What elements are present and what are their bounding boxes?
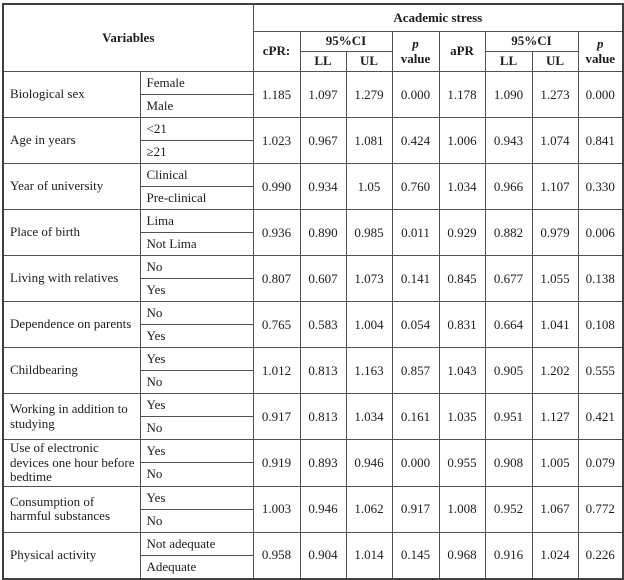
table-body bbox=[3, 72, 623, 579]
variable-name-cell: Consumption of harmful substances bbox=[3, 486, 140, 532]
value-cell: 0.946 bbox=[346, 440, 392, 487]
value-cell: 0.813 bbox=[300, 394, 346, 440]
value-cell: 1.003 bbox=[253, 486, 300, 532]
category-cell: Lima bbox=[140, 210, 253, 233]
value-cell: 0.936 bbox=[253, 210, 300, 256]
table-row bbox=[3, 440, 623, 463]
value-cell: 1.041 bbox=[532, 302, 578, 348]
variables-header: Variables bbox=[3, 4, 253, 72]
value-cell: 0.161 bbox=[392, 394, 439, 440]
value-cell: 1.006 bbox=[439, 118, 485, 164]
value-cell: 1.097 bbox=[300, 72, 346, 118]
value-cell: 0.890 bbox=[300, 210, 346, 256]
category-cell: No bbox=[140, 417, 253, 440]
variable-name-cell: Use of electronic devices one hour before bedtime bbox=[3, 440, 140, 487]
value-cell: 1.202 bbox=[532, 348, 578, 394]
value-cell: 0.424 bbox=[392, 118, 439, 164]
value-cell: 0.985 bbox=[346, 210, 392, 256]
value-cell: 0.904 bbox=[300, 532, 346, 579]
academic-stress-table bbox=[2, 3, 624, 580]
value-cell: 0.919 bbox=[253, 440, 300, 487]
value-cell: 1.163 bbox=[346, 348, 392, 394]
category-cell: Yes bbox=[140, 348, 253, 371]
variable-name-cell: Living with relatives bbox=[3, 256, 140, 302]
value-cell: 0.946 bbox=[300, 486, 346, 532]
value-cell: 1.062 bbox=[346, 486, 392, 532]
value-cell: 1.279 bbox=[346, 72, 392, 118]
value-cell: 0.807 bbox=[253, 256, 300, 302]
value-cell: 0.966 bbox=[485, 164, 532, 210]
value-cell: 0.893 bbox=[300, 440, 346, 487]
col-header-ci-adjusted: 95%CI bbox=[485, 32, 578, 52]
variable-name-cell: Physical activity bbox=[3, 532, 140, 579]
col-header-pvalue-adjusted bbox=[578, 32, 623, 72]
value-cell: 1.081 bbox=[346, 118, 392, 164]
table-row bbox=[3, 256, 623, 279]
category-cell: ≥21 bbox=[140, 141, 253, 164]
category-cell: Yes bbox=[140, 486, 253, 509]
category-cell: No bbox=[140, 302, 253, 325]
variable-name-cell: Childbearing bbox=[3, 348, 140, 394]
table-row bbox=[3, 486, 623, 509]
category-cell: Male bbox=[140, 95, 253, 118]
col-header-ll-crude: LL bbox=[300, 52, 346, 72]
category-cell: Yes bbox=[140, 440, 253, 463]
value-cell: 1.014 bbox=[346, 532, 392, 579]
category-cell: Clinical bbox=[140, 164, 253, 187]
category-cell: Yes bbox=[140, 325, 253, 348]
value-cell: 0.979 bbox=[532, 210, 578, 256]
value-cell: 1.043 bbox=[439, 348, 485, 394]
value-cell: 1.035 bbox=[439, 394, 485, 440]
value-cell: 1.055 bbox=[532, 256, 578, 302]
value-cell: 0.000 bbox=[392, 72, 439, 118]
category-cell: Not Lima bbox=[140, 233, 253, 256]
variable-name-cell: Working in addition to studying bbox=[3, 394, 140, 440]
value-cell: 0.905 bbox=[485, 348, 532, 394]
table-row bbox=[3, 210, 623, 233]
value-cell: 0.000 bbox=[578, 72, 623, 118]
value-cell: 0.943 bbox=[485, 118, 532, 164]
col-header-ul-adjusted: UL bbox=[532, 52, 578, 72]
p-symbol-crude: p bbox=[412, 35, 419, 51]
table-row bbox=[3, 164, 623, 187]
value-cell: 0.421 bbox=[578, 394, 623, 440]
value-cell: 1.008 bbox=[439, 486, 485, 532]
value-cell: 1.107 bbox=[532, 164, 578, 210]
value-cell: 0.141 bbox=[392, 256, 439, 302]
value-cell: 0.772 bbox=[578, 486, 623, 532]
col-header-apr: aPR bbox=[439, 32, 485, 72]
p-word-adjusted: value bbox=[585, 50, 616, 66]
value-cell: 0.138 bbox=[578, 256, 623, 302]
value-cell: 0.857 bbox=[392, 348, 439, 394]
table-header bbox=[3, 4, 623, 72]
value-cell: 0.934 bbox=[300, 164, 346, 210]
value-cell: 1.178 bbox=[439, 72, 485, 118]
value-cell: 0.011 bbox=[392, 210, 439, 256]
value-cell: 1.067 bbox=[532, 486, 578, 532]
value-cell: 1.012 bbox=[253, 348, 300, 394]
table-row bbox=[3, 348, 623, 371]
value-cell: 0.226 bbox=[578, 532, 623, 579]
value-cell: 0.882 bbox=[485, 210, 532, 256]
value-cell: 1.074 bbox=[532, 118, 578, 164]
col-header-ci-crude: 95%CI bbox=[300, 32, 392, 52]
value-cell: 0.607 bbox=[300, 256, 346, 302]
category-cell: No bbox=[140, 509, 253, 532]
value-cell: 0.951 bbox=[485, 394, 532, 440]
col-header-pvalue-crude bbox=[392, 32, 439, 72]
category-cell: No bbox=[140, 463, 253, 486]
value-cell: 0.952 bbox=[485, 486, 532, 532]
category-cell: No bbox=[140, 371, 253, 394]
value-cell: 1.273 bbox=[532, 72, 578, 118]
value-cell: 0.000 bbox=[392, 440, 439, 487]
category-cell: Yes bbox=[140, 279, 253, 302]
value-cell: 0.583 bbox=[300, 302, 346, 348]
value-cell: 0.908 bbox=[485, 440, 532, 487]
col-header-cpr: cPR: bbox=[253, 32, 300, 72]
value-cell: 0.955 bbox=[439, 440, 485, 487]
variable-name-cell: Dependence on parents bbox=[3, 302, 140, 348]
value-cell: 1.05 bbox=[346, 164, 392, 210]
value-cell: 0.968 bbox=[439, 532, 485, 579]
value-cell: 0.555 bbox=[578, 348, 623, 394]
value-cell: 0.841 bbox=[578, 118, 623, 164]
value-cell: 0.760 bbox=[392, 164, 439, 210]
value-cell: 0.990 bbox=[253, 164, 300, 210]
value-cell: 0.958 bbox=[253, 532, 300, 579]
value-cell: 1.034 bbox=[439, 164, 485, 210]
variable-name-cell: Place of birth bbox=[3, 210, 140, 256]
value-cell: 1.127 bbox=[532, 394, 578, 440]
category-cell: Adequate bbox=[140, 555, 253, 579]
col-header-ul-crude: UL bbox=[346, 52, 392, 72]
category-cell: <21 bbox=[140, 118, 253, 141]
value-cell: 0.917 bbox=[392, 486, 439, 532]
value-cell: 0.916 bbox=[485, 532, 532, 579]
p-word-crude: value bbox=[400, 50, 431, 66]
value-cell: 0.813 bbox=[300, 348, 346, 394]
value-cell: 0.831 bbox=[439, 302, 485, 348]
value-cell: 0.677 bbox=[485, 256, 532, 302]
col-header-ll-adjusted: LL bbox=[485, 52, 532, 72]
value-cell: 0.917 bbox=[253, 394, 300, 440]
table-row bbox=[3, 72, 623, 95]
value-cell: 0.006 bbox=[578, 210, 623, 256]
value-cell: 1.034 bbox=[346, 394, 392, 440]
category-cell: Pre-clinical bbox=[140, 187, 253, 210]
category-cell: Not adequate bbox=[140, 532, 253, 555]
value-cell: 1.004 bbox=[346, 302, 392, 348]
table-row bbox=[3, 118, 623, 141]
value-cell: 1.005 bbox=[532, 440, 578, 487]
value-cell: 1.090 bbox=[485, 72, 532, 118]
category-cell: No bbox=[140, 256, 253, 279]
table-row bbox=[3, 302, 623, 325]
value-cell: 0.054 bbox=[392, 302, 439, 348]
value-cell: 0.330 bbox=[578, 164, 623, 210]
value-cell: 1.073 bbox=[346, 256, 392, 302]
p-symbol-adjusted: p bbox=[597, 35, 604, 51]
category-cell: Female bbox=[140, 72, 253, 95]
table-row bbox=[3, 532, 623, 555]
value-cell: 0.765 bbox=[253, 302, 300, 348]
variable-name-cell: Year of university bbox=[3, 164, 140, 210]
variable-name-cell: Biological sex bbox=[3, 72, 140, 118]
value-cell: 0.664 bbox=[485, 302, 532, 348]
value-cell: 0.079 bbox=[578, 440, 623, 487]
value-cell: 1.023 bbox=[253, 118, 300, 164]
table-row bbox=[3, 394, 623, 417]
value-cell: 0.845 bbox=[439, 256, 485, 302]
variable-name-cell: Age in years bbox=[3, 118, 140, 164]
value-cell: 1.185 bbox=[253, 72, 300, 118]
value-cell: 0.108 bbox=[578, 302, 623, 348]
value-cell: 0.145 bbox=[392, 532, 439, 579]
academic-stress-group-header: Academic stress bbox=[253, 4, 623, 32]
value-cell: 1.024 bbox=[532, 532, 578, 579]
value-cell: 0.967 bbox=[300, 118, 346, 164]
category-cell: Yes bbox=[140, 394, 253, 417]
value-cell: 0.929 bbox=[439, 210, 485, 256]
